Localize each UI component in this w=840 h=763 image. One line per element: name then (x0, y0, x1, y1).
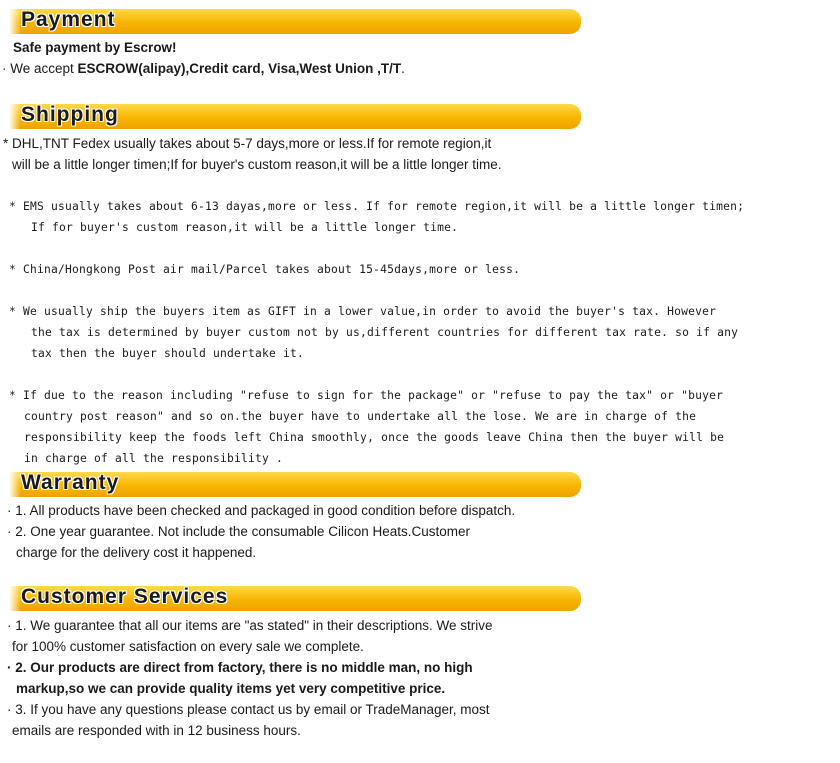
customer-services-line-1: · 1. We guarantee that all our items are "as stated" in their descriptions. We strive (7, 618, 493, 633)
payment-line-2 (2, 61, 405, 76)
payment-heading: Payment (21, 8, 116, 31)
shipping-line-8: tax then the buyer should undertake it. (31, 347, 305, 360)
warranty-banner (9, 472, 581, 497)
warranty-line-3: charge for the delivery cost it happened. (16, 545, 257, 560)
shipping-line-4: If for buyer's custom reason,it will be a little longer time. (31, 221, 459, 234)
customer-services-line-4: markup,so we can provide quality items yet very competitive price. (16, 681, 446, 696)
customer-services-line-6: emails are responded with in 12 business hours. (12, 723, 301, 738)
warranty-line-1: · 1. All products have been checked and packaged in good condition before dispatch. (7, 503, 516, 518)
shipping-line-9: * If due to the reason including "refuse to sign for the package" or "refuse to pay the tax" or "buyer (9, 389, 724, 402)
shipping-line-11: responsibility keep the foods left China smoothly, once the goods leave China then the buyer will be (24, 431, 725, 444)
customer-services-banner (9, 586, 581, 611)
payment-line-1: Safe payment by Escrow! (13, 40, 177, 55)
customer-services-line-3: · 2. Our products are direct from factory, there is no middle man, no high (7, 660, 473, 675)
shipping-line-6: * We usually ship the buyers item as GIFT in a lower value,in order to avoid the buyer's tax. However (9, 305, 717, 318)
shipping-line-3: * EMS usually takes about 6-13 dayas,more or less. If for remote region,it will be a little longer timen; (9, 200, 745, 213)
shipping-line-2: will be a little longer timen;If for buyer's custom reason,it will be a little longer time. (12, 157, 502, 172)
customer-services-line-5: · 3. If you have any questions please contact us by email or TradeManager, most (7, 702, 490, 717)
customer-services-heading: Customer Services (21, 585, 229, 608)
payment-methods: ESCROW(alipay),Credit card, Visa,West Union ,T/T (77, 61, 402, 76)
payment-line-2-prefix: · We accept (2, 61, 78, 76)
warranty-heading: Warranty (21, 471, 120, 494)
customer-services-line-2: for 100% customer satisfaction on every sale we complete. (12, 639, 364, 654)
shipping-line-1: * DHL,TNT Fedex usually takes about 5-7 days,more or less.If for remote region,it (3, 136, 492, 151)
shipping-line-12: in charge of all the responsibility . (24, 452, 284, 465)
shipping-line-5: * China/Hongkong Post air mail/Parcel takes about 15-45days,more or less. (9, 263, 521, 276)
shipping-banner (9, 104, 581, 129)
shipping-line-10: country post reason" and so on.the buyer have to undertake all the lose. We are in charge of the (24, 410, 697, 423)
shipping-heading: Shipping (21, 103, 119, 126)
shipping-line-7: the tax is determined by buyer custom not by us,different countries for different tax rate. so if any (31, 326, 739, 339)
payment-line-2-suffix: . (401, 61, 405, 76)
warranty-line-2: · 2. One year guarantee. Not include the consumable Cilicon Heats.Customer (7, 524, 470, 539)
payment-banner (9, 9, 581, 34)
